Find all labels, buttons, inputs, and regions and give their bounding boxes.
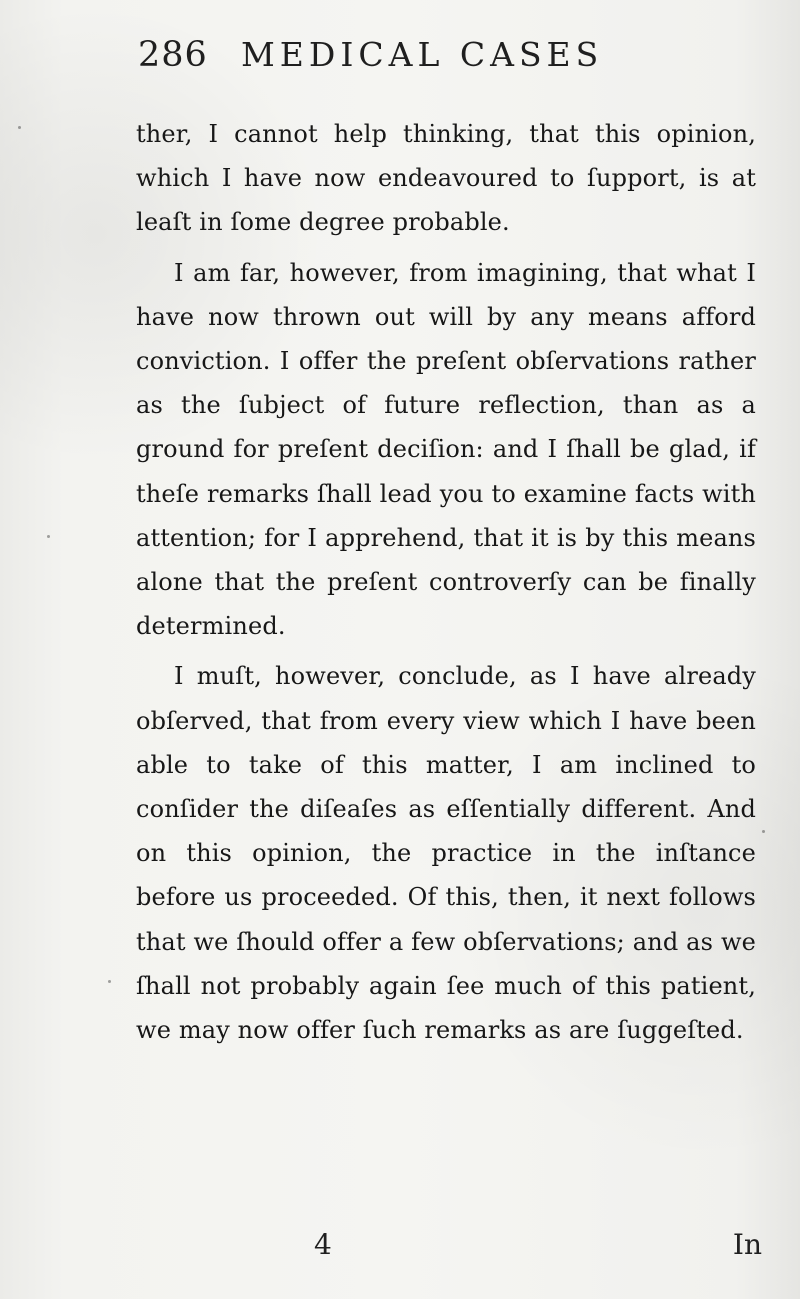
paper-speck (762, 830, 765, 833)
paragraph-3: I muſt, however, conclude, as I have already obſerved, that from every view which I have been able to take of this matter, I am inclined to conſider the diſeaſes as eſſentially different. And on this opinion, the practice in the inſtance before us proceeded. Of this, then, it next follows that we ſhould offer a few obſervations; and as we ſhall not probably again ſee much of this patient, we may now offer ſuch remarks as are ſuggeſted. (136, 662, 756, 1045)
paragraph-1: ther, I cannot help thinking, that this opinion, which I have now endeavoured to ſupport, is at leaſt in ſome degree probable. (136, 120, 756, 237)
page-number: 286 (138, 35, 208, 75)
paper-speck (47, 535, 50, 538)
page-text (136, 112, 756, 1058)
paper-speck (108, 980, 111, 983)
paragraph-2: I am far, however, from imagining, that what I have now thrown out will by any means afford conviction. I offer the preſent obſervations rather as the ſubject of future reflection, than as a ground for preſent deciſion: and I ſhall be glad, if theſe remarks ſhall lead you to examine facts with attention; for I apprehend, that it is by this means alone that the preſent controverſy can be finally determined. (136, 258, 756, 641)
paper-speck (18, 126, 21, 129)
running-head: MEDICAL CASES (241, 35, 604, 74)
signature-mark: 4 (314, 1228, 332, 1261)
page-header (138, 30, 678, 80)
catchword: In (732, 1228, 762, 1261)
